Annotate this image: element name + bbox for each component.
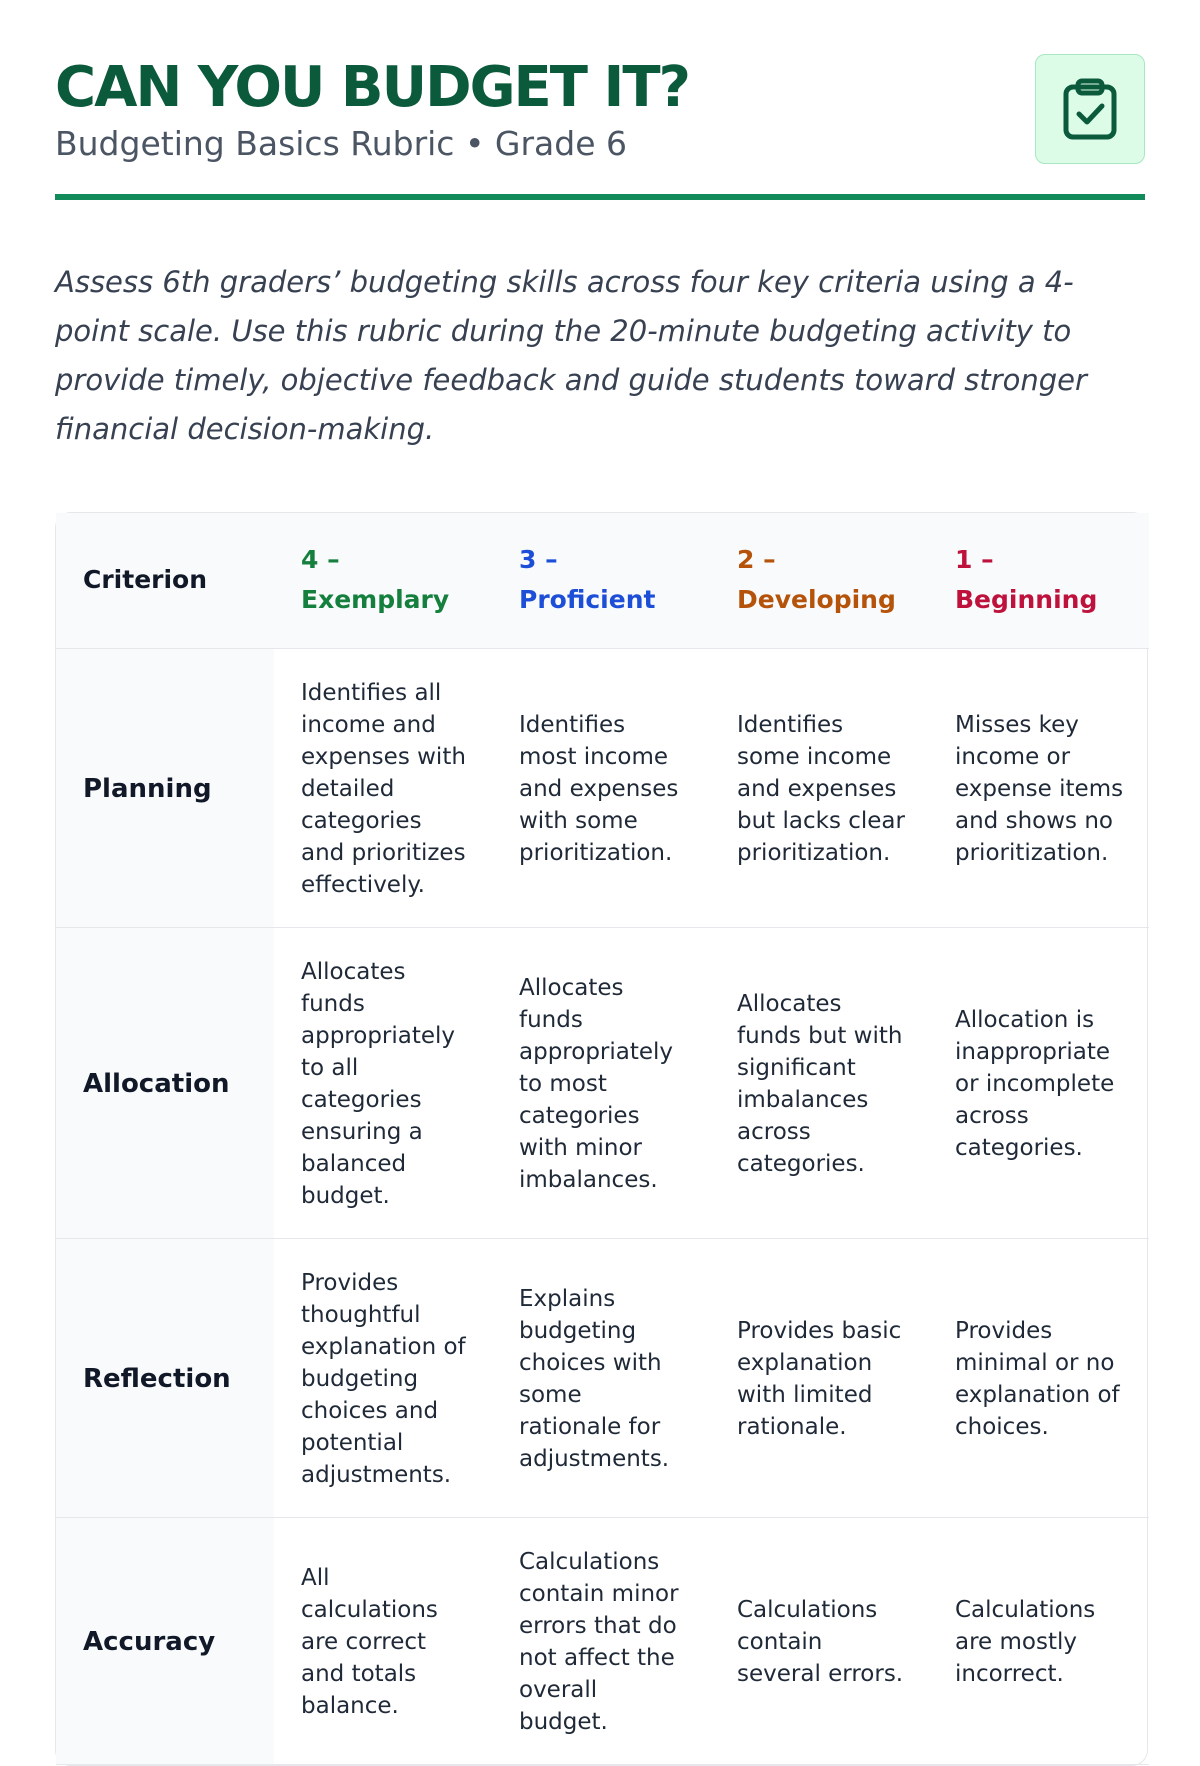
header [55,0,1145,200]
level-name: Exemplary [301,585,450,615]
level-number: 4 – [301,545,340,575]
rubric-table [55,512,1148,1766]
descriptor-cell: Provides thoughtful explanation of budgeting choices and potential adjustments. [274,1238,492,1517]
clipboard-check-icon [1062,78,1118,140]
criterion-cell: Accuracy [56,1517,274,1764]
descriptor-cell: Identifies some income and expenses but lacks clear prioritization. [710,648,928,927]
level-number: 2 – [737,545,776,575]
descriptor-cell: All calculations are correct and totals balance. [274,1517,492,1764]
descriptor-cell: Allocates funds appropriately to most categories with minor imbalances. [492,927,710,1238]
clipboard-badge [1035,54,1145,164]
level-name: Developing [737,585,896,615]
intro-text: Assess 6th graders’ budgeting skills across four key criteria using a 4-point scale. Use this rubric during the 20-minute budgeting activity to provide timely, objective feedback and guide students toward stronger financial decision-making. [55,265,1087,446]
page-title: CAN YOU BUDGET IT? [55,55,690,120]
descriptor-cell: Provides minimal or no explanation of choices. [928,1238,1149,1517]
descriptor-cell: Allocates funds but with significant imbalances across categories. [710,927,928,1238]
criterion-cell: Planning [56,648,274,927]
page-subtitle: Budgeting Basics Rubric • Grade 6 [55,124,627,163]
descriptor-cell: Calculations contain minor errors that do not affect the overall budget. [492,1517,710,1764]
descriptor-cell: Provides basic explanation with limited rationale. [710,1238,928,1517]
level-name: Beginning [955,585,1098,615]
level-header-developing [710,513,928,648]
descriptor-cell: Allocates funds appropriately to all categories ensuring a balanced budget. [274,927,492,1238]
descriptor-cell: Explains budgeting choices with some rationale for adjustments. [492,1238,710,1517]
descriptor-cell: Identifies all income and expenses with detailed categories and prioritizes effectively. [274,648,492,927]
descriptor-cell: Calculations contain several errors. [710,1517,928,1764]
table-row [56,927,1149,1238]
criterion-header: Criterion [56,513,274,648]
level-number: 1 – [955,545,994,575]
level-header-proficient [492,513,710,648]
descriptor-cell: Identifies most income and expenses with some prioritization. [492,648,710,927]
table-row [56,1238,1149,1517]
level-header-exemplary [274,513,492,648]
level-name: Proficient [519,585,656,615]
level-number: 3 – [519,545,558,575]
descriptor-cell: Allocation is inappropriate or incomplete across categories. [928,927,1149,1238]
table-header-row [56,513,1149,648]
criterion-cell: Allocation [56,927,274,1238]
descriptor-cell: Misses key income or expense items and shows no prioritization. [928,648,1149,927]
table-row [56,1517,1149,1764]
table-row [56,648,1149,927]
criterion-cell: Reflection [56,1238,274,1517]
descriptor-cell: Calculations are mostly incorrect. [928,1517,1149,1764]
level-header-beginning [928,513,1149,648]
